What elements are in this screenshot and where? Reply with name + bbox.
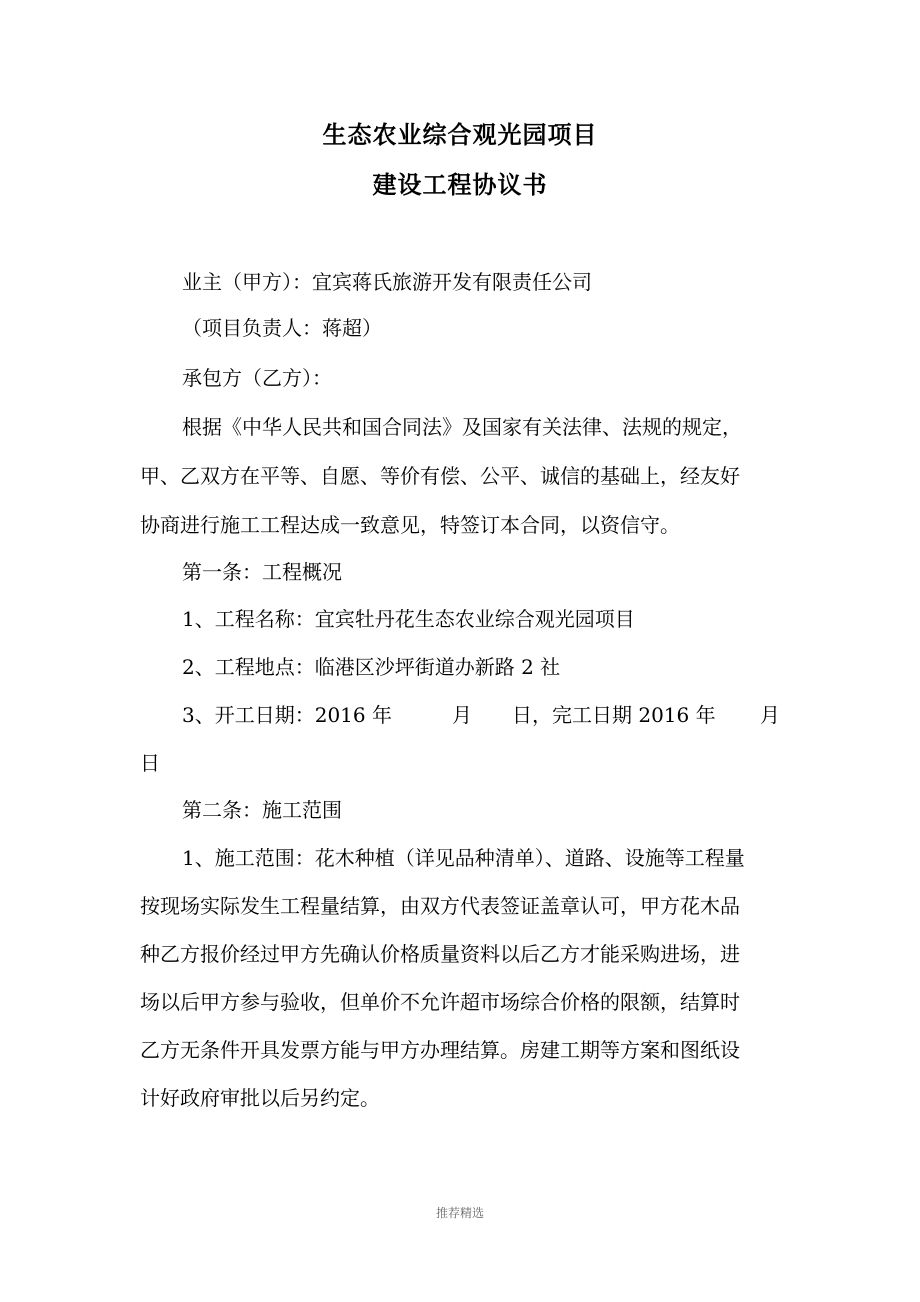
- scope-line-3: 种乙方报价经过甲方先确认价格质量资料以后乙方才能采购进场，进: [140, 942, 740, 966]
- completion-day-label: 日: [140, 751, 160, 775]
- document-subtitle: 建设工程协议书: [372, 170, 548, 199]
- project-name-line: 1、工程名称：宜宾牡丹花生态农业综合观光园项目: [182, 607, 635, 631]
- project-location-line: 2、工程地点：临港区沙坪街道办新路 2 社: [182, 655, 561, 679]
- completion-month-label: 月: [760, 703, 780, 727]
- start-month-label: 月: [452, 703, 472, 727]
- preamble-line-2: 甲、乙双方在平等、自愿、等价有偿、公平、诚信的基础上，经友好: [140, 464, 740, 488]
- scope-line-2: 按现场实际发生工程量结算，由双方代表签证盖章认可，甲方花木品: [140, 894, 740, 918]
- page-footer: 推荐精选: [435, 1206, 484, 1220]
- article2-heading: 第二条：施工范围: [182, 798, 342, 822]
- preamble-line-3: 协商进行施工工程达成一致意见，特签订本合同，以资信守。: [140, 513, 680, 537]
- project-manager-line: （项目负责人：蒋超）: [182, 316, 382, 340]
- scope-line-1: 1、施工范围：花木种植（详见品种清单）、道路、设施等工程量: [182, 846, 745, 870]
- document-title: 生态农业综合观光园项目: [322, 120, 598, 149]
- scope-line-4: 场以后甲方参与验收，但单价不允许超市场综合价格的限额，结算时: [140, 990, 740, 1014]
- preamble-line-1: 根据《中华人民共和国合同法》及国家有关法律、法规的规定，: [182, 415, 742, 439]
- scope-line-6: 计好政府审批以后另约定。: [140, 1086, 380, 1110]
- scope-line-5: 乙方无条件开具发票方能与甲方办理结算。房建工期等方案和图纸设: [140, 1038, 740, 1062]
- contractor-line: 承包方（乙方）：: [182, 366, 332, 390]
- article1-heading: 第一条：工程概况: [182, 560, 342, 584]
- owner-line: 业主（甲方）：宜宾蒋氏旅游开发有限责任公司: [182, 270, 592, 294]
- completion-date-label: 日，完工日期 2016 年: [512, 703, 716, 727]
- start-date-label: 3、开工日期：2016 年: [182, 703, 392, 727]
